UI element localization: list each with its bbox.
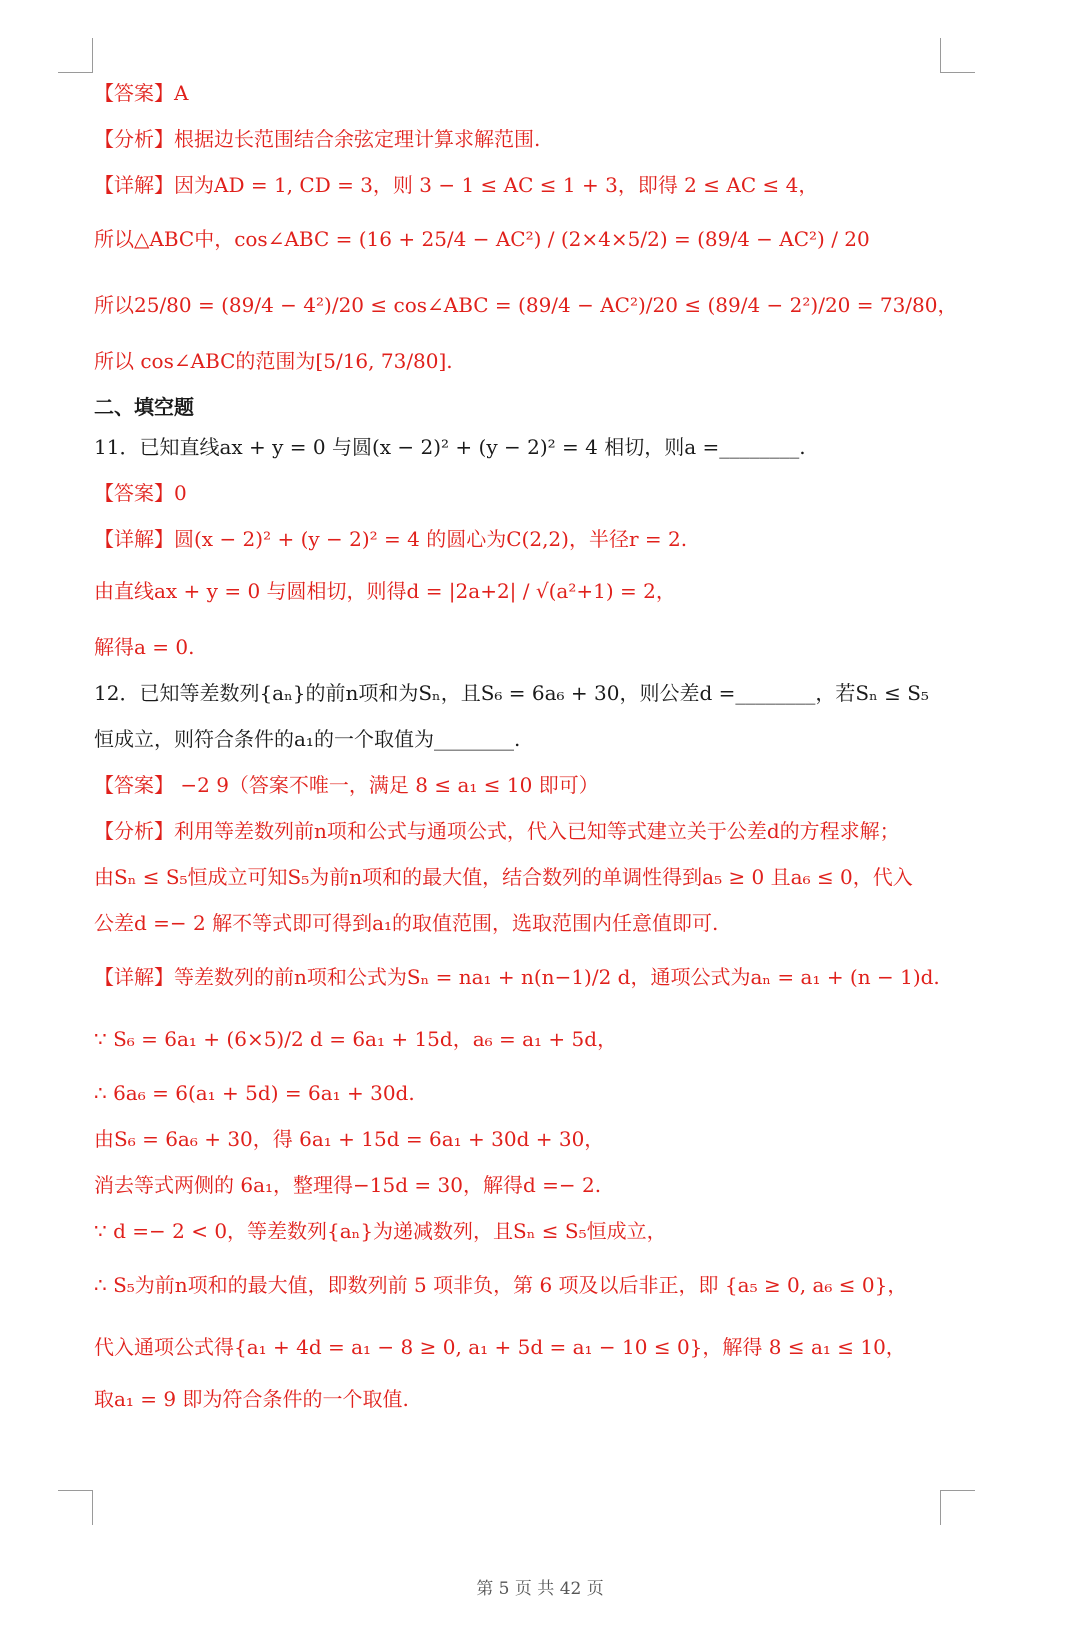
detail-11-line-3: 解得a = 0. (94, 635, 195, 659)
detail-12-line-5: 消去等式两侧的 6a₁，整理得−15d = 30，解得d =− 2. (94, 1173, 602, 1197)
question-11: 11．已知直线ax + y = 0 与圆(x − 2)² + (y − 2)² = 4 相切，则a =________. (94, 435, 806, 459)
question-12-line-2: 恒成立，则符合条件的a₁的一个取值为________. (94, 727, 521, 751)
crop-mark-top-left (58, 38, 93, 73)
crop-mark-bottom-right (940, 1490, 975, 1525)
analysis-12-line-3: 公差d =− 2 解不等式即可得到a₁的取值范围，选取范围内任意值即可. (94, 911, 719, 935)
crop-mark-bottom-left (58, 1490, 93, 1525)
answer-10: 【答案】A (94, 81, 189, 105)
detail-12-line-9: 取a₁ = 9 即为符合条件的一个取值. (94, 1387, 409, 1411)
crop-mark-top-right (940, 38, 975, 73)
detail-12-line-8: 代入通项公式得{a₁ + 4d = a₁ − 8 ≥ 0, a₁ + 5d = a₁ − 10 ≤ 0}，解得 8 ≤ a₁ ≤ 10， (94, 1335, 906, 1359)
section-heading: 二、填空题 (94, 395, 194, 419)
detail-10-line-1: 【详解】因为AD = 1, CD = 3，则 3 − 1 ≤ AC ≤ 1 + 3，即得 2 ≤ AC ≤ 4， (94, 173, 819, 197)
detail-12-line-4: 由S₆ = 6a₆ + 30，得 6a₁ + 15d = 6a₁ + 30d + 30， (94, 1127, 605, 1151)
detail-10-line-3: 所以25/80 = (89/4 − 4²)/20 ≤ cos∠ABC = (89/4 − AC²)/20 ≤ (89/4 − 2²)/20 = 73/80， (94, 293, 958, 317)
answer-11: 【答案】0 (94, 481, 187, 505)
analysis-12-line-2: 由Sₙ ≤ S₅恒成立可知S₅为前n项和的最大值，结合数列的单调性得到a₅ ≥ 0 且a₆ ≤ 0，代入 (94, 865, 913, 889)
detail-11-line-2: 由直线ax + y = 0 与圆相切，则得d = |2a+2| / √(a²+1) = 2， (94, 579, 676, 603)
page-footer: 第 5 页 共 42 页 (476, 1579, 604, 1599)
detail-10-line-2: 所以△ABC中，cos∠ABC = (16 + 25/4 − AC²) / (2×4×5/2) = (89/4 − AC²) / 20 (94, 227, 870, 251)
detail-12-line-6: ∵ d =− 2 < 0，等差数列{aₙ}为递减数列，且Sₙ ≤ S₅恒成立， (94, 1219, 667, 1243)
detail-12-line-2: ∵ S₆ = 6a₁ + (6×5)/2 d = 6a₁ + 15d，a₆ = a₁ + 5d， (94, 1027, 618, 1051)
detail-10-line-4: 所以 cos∠ABC的范围为[5/16, 73/80]. (94, 349, 453, 373)
analysis-12-line-1: 【分析】利用等差数列前n项和公式与通项公式，代入已知等式建立关于公差d的方程求解； (94, 819, 900, 843)
answer-12: 【答案】 −2 9（答案不唯一，满足 8 ≤ a₁ ≤ 10 即可） (94, 773, 599, 797)
detail-12-line-7: ∴ S₅为前n项和的最大值，即数列前 5 项非负，第 6 项及以后非正，即 {a₅ ≥ 0, a₆ ≤ 0}， (94, 1273, 908, 1297)
detail-12-line-1: 【详解】等差数列的前n项和公式为Sₙ = na₁ + n(n−1)/2 d，通项公式为aₙ = a₁ + (n − 1)d. (94, 965, 940, 989)
question-12-line-1: 12．已知等差数列{aₙ}的前n项和为Sₙ，且S₆ = 6a₆ + 30，则公差d =________，若Sₙ ≤ S₅ (94, 681, 929, 705)
detail-11-line-1: 【详解】圆(x − 2)² + (y − 2)² = 4 的圆心为C(2,2)，半径r = 2. (94, 527, 688, 551)
detail-12-line-3: ∴ 6a₆ = 6(a₁ + 5d) = 6a₁ + 30d. (94, 1081, 415, 1105)
analysis-10: 【分析】根据边长范围结合余弦定理计算求解范围. (94, 127, 541, 151)
